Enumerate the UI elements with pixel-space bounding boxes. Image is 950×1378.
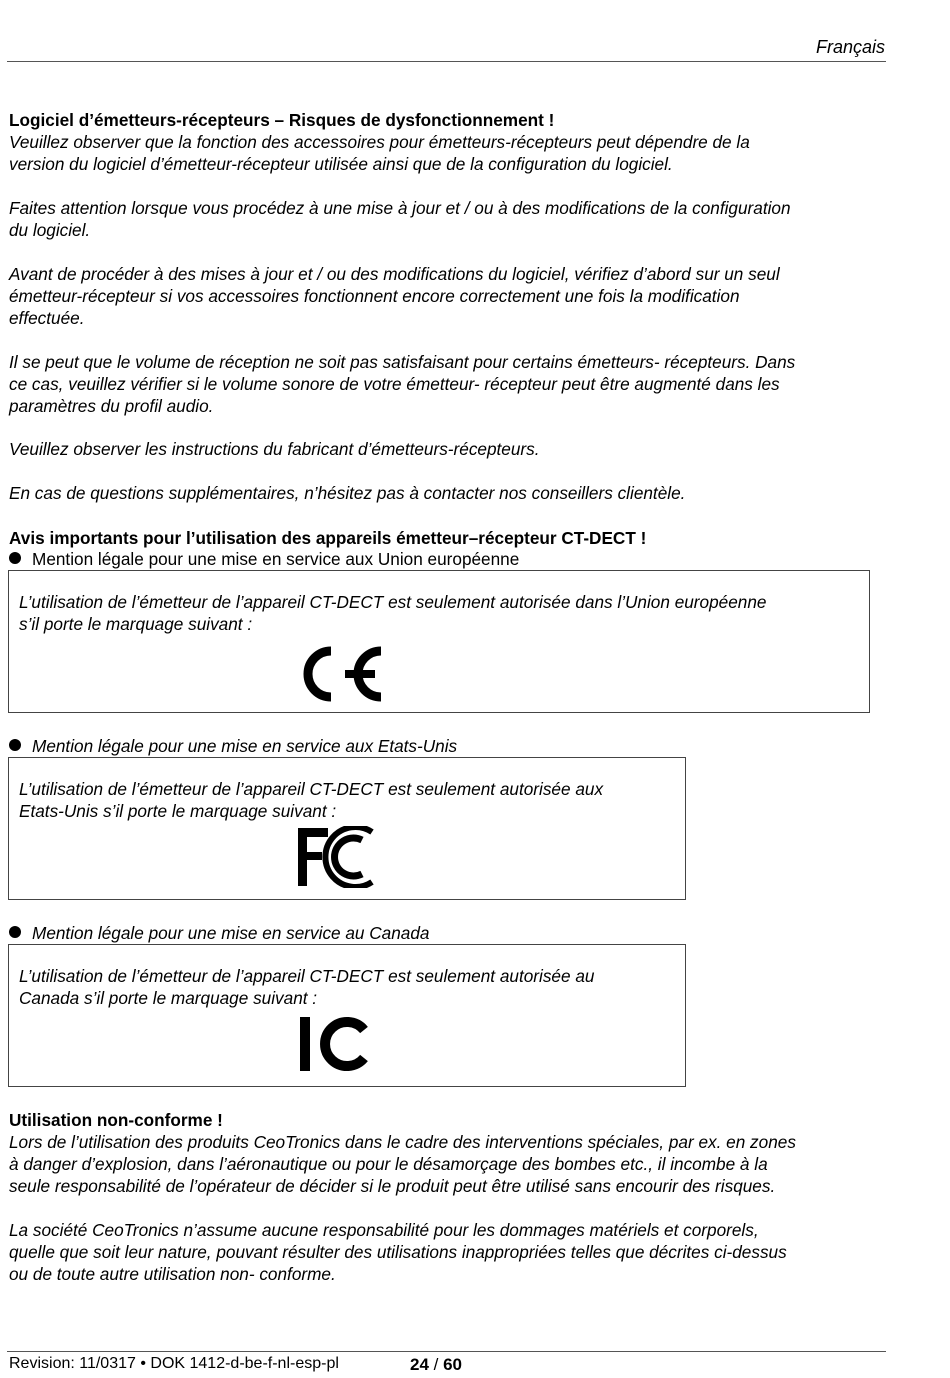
header-language: Français bbox=[815, 37, 885, 57]
section1-p1-line2: version du logiciel d’émetteur-récepteur utilisée ainsi que de la configuration du logiciel. bbox=[9, 154, 673, 174]
us-bullet-text: Mention légale pour une mise en service aux Etats-Unis bbox=[32, 736, 458, 756]
section1-p3-line3: effectuée. bbox=[9, 308, 85, 328]
section1-p2-line1: Faites attention lorsque vous procédez à une mise à jour et / ou à des modifications de la configuration bbox=[9, 198, 791, 218]
bullet-icon bbox=[9, 739, 21, 751]
section3-p1-line3: seule responsabilité de l’opérateur de décider si le produit peut être utilisé sans encourir des risques. bbox=[9, 1176, 776, 1196]
ca-notice-line1: L’utilisation de l’émetteur de l’appareil CT-DECT est seulement autorisée au bbox=[19, 966, 595, 986]
section3-p1-line2: à danger d’explosion, dans l’aéronautique ou pour le désamorçage des bombes etc., il incombe à la bbox=[9, 1154, 768, 1174]
section1-p4-line2: ce cas, veuillez vérifier si le volume sonore de votre émetteur- récepteur peut être augmenté dans les bbox=[9, 374, 780, 394]
us-bullet-item bbox=[9, 735, 457, 757]
us-notice-box bbox=[8, 757, 686, 900]
page-total: 60 bbox=[443, 1355, 463, 1374]
page-number bbox=[410, 1355, 462, 1375]
section3-heading: Utilisation non-conforme ! bbox=[9, 1110, 223, 1130]
page-current: 24 bbox=[410, 1355, 429, 1374]
us-notice-text bbox=[19, 778, 603, 822]
section3-p2-line2: quelle que soit leur nature, pouvant résulter des utilisations inappropriées telles que décrites ci-dessus bbox=[9, 1242, 787, 1262]
footer-rule bbox=[7, 1351, 886, 1352]
ca-bullet-item bbox=[9, 922, 429, 944]
section1-p3-line2: émetteur-récepteur si vos accessoires fonctionnent encore correctement une fois la modification bbox=[9, 286, 740, 306]
ic-mark-icon bbox=[298, 1015, 374, 1073]
eu-notice-box bbox=[8, 570, 870, 713]
eu-bullet-item bbox=[9, 548, 519, 570]
section1-p4-line1: Il se peut que le volume de réception ne soit pas satisfaisant pour certains émetteurs- récepteurs. Dans bbox=[9, 352, 796, 372]
ca-notice-line2: Canada s’il porte le marquage suivant : bbox=[19, 988, 318, 1008]
eu-notice-text bbox=[19, 591, 766, 635]
section1-p1-line1: Veuillez observer que la fonction des accessoires pour émetteurs-récepteurs peut dépendre de la bbox=[9, 132, 750, 152]
section3-p1-line1: Lors de l’utilisation des produits CeoTronics dans le cadre des interventions spéciales, par ex. en zones bbox=[9, 1132, 796, 1152]
fcc-mark-icon bbox=[296, 826, 380, 888]
section1-p6: En cas de questions supplémentaires, n’hésitez pas à contacter nos conseillers clientèle. bbox=[9, 483, 686, 503]
ce-mark-icon bbox=[293, 641, 385, 707]
ca-notice-box bbox=[8, 944, 686, 1087]
us-notice-line1: L’utilisation de l’émetteur de l’appareil CT-DECT est seulement autorisée aux bbox=[19, 779, 604, 799]
section1-p2-line2: du logiciel. bbox=[9, 220, 91, 240]
eu-notice-line2: s’il porte le marquage suivant : bbox=[19, 614, 253, 634]
header-rule bbox=[7, 61, 886, 62]
section2-heading: Avis importants pour l’utilisation des appareils émetteur–récepteur CT-DECT ! bbox=[9, 528, 647, 548]
eu-bullet-text: Mention légale pour une mise en service aux Union européenne bbox=[32, 549, 520, 569]
page-separator: / bbox=[428, 1355, 444, 1374]
section3-p2-line1: La société CeoTronics n’assume aucune responsabilité pour les dommages matériels et corporels, bbox=[9, 1220, 759, 1240]
section1-p3-line1: Avant de procéder à des mises à jour et / ou des modifications du logiciel, vérifiez d’abord sur un seul bbox=[9, 264, 780, 284]
ca-notice-text bbox=[19, 965, 594, 1009]
section1-heading: Logiciel d’émetteurs-récepteurs – Risques de dysfonctionnement ! bbox=[9, 110, 555, 130]
footer-revision: Revision: 11/0317 • DOK 1412-d-be-f-nl-esp-pl bbox=[9, 1355, 339, 1372]
section3-p2-line3: ou de toute autre utilisation non- conforme. bbox=[9, 1264, 336, 1284]
section1-p5: Veuillez observer les instructions du fabricant d’émetteurs-récepteurs. bbox=[9, 439, 540, 459]
bullet-icon bbox=[9, 926, 21, 938]
eu-notice-line1: L’utilisation de l’émetteur de l’appareil CT-DECT est seulement autorisée dans l’Union européenne bbox=[19, 592, 767, 612]
us-notice-line2: Etats-Unis s’il porte le marquage suivant : bbox=[19, 801, 337, 821]
section1-p4-line3: paramètres du profil audio. bbox=[9, 396, 214, 416]
ca-bullet-text: Mention légale pour une mise en service au Canada bbox=[32, 923, 430, 943]
bullet-icon bbox=[9, 552, 21, 564]
